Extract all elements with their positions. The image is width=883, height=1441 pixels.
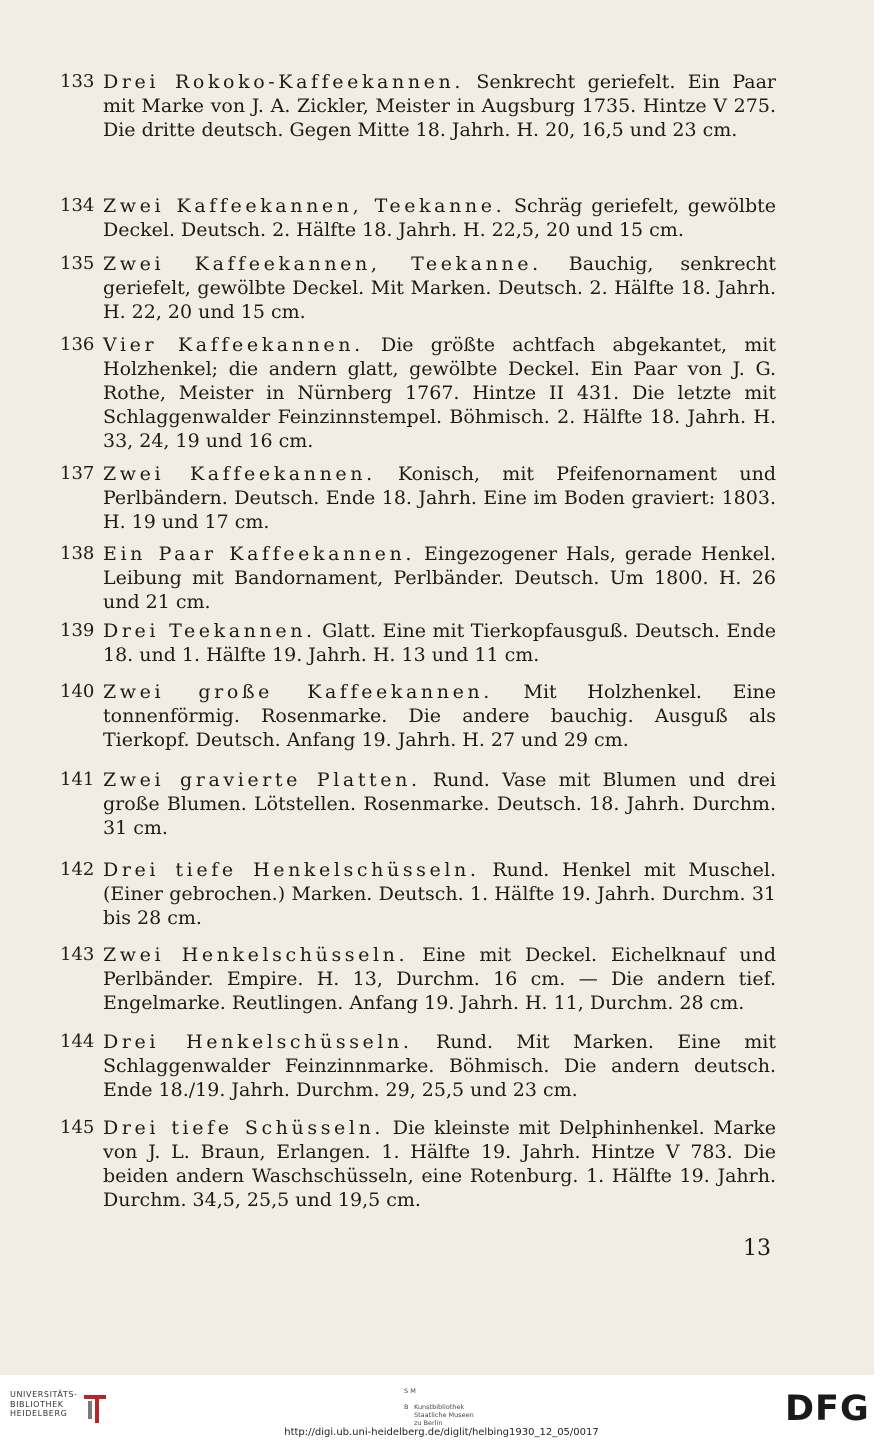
entry-description: Die größte achtfach abgekantet, mit Holzhenkel; die andern glatt, gewölbte Deckel. Ein Paar von J. G. Rothe, Meister in Nürnberg 1767. Hintze II 431. Die letzte mit Schlaggenwalder Feinzinnstempel. Böhmisch. 2. Hälfte 18. Jahrh. H. 33, 24, 19 und 16 cm. — [103, 334, 777, 452]
ub-heidelberg-mark-icon — [82, 1389, 108, 1425]
catalog-entry — [60, 943, 776, 1015]
catalog-entry — [60, 70, 776, 142]
catalog-entry — [60, 1116, 776, 1212]
ub-heidelberg-logo[interactable] — [10, 1390, 78, 1419]
entry-description: Rund. Vase mit Blumen und drei große Blumen. Lötstellen. Rosenmarke. Deutsch. 18. Jahrh. Durchm. 31 cm. — [103, 769, 776, 839]
catalog-entry — [60, 858, 776, 930]
catalog-entry — [60, 680, 776, 752]
entry-number: 142 — [60, 859, 95, 880]
entry-title: Drei Rokoko-Kaffeekannen. — [103, 71, 464, 93]
entry-description: Die kleinste mit Delphinhenkel. Marke von J. L. Braun, Erlangen. 1. Hälfte 19. Jahrh. Hintze V 783. Die beiden andern Waschschüsseln, eine Rotenburg. 1. Hälfte 19. Jahrh. Durchm. 34,5, 25,5 und 19,5 cm. — [103, 1117, 776, 1211]
entry-title: Zwei Henkelschüsseln. — [103, 944, 409, 966]
entry-description: Eine mit Deckel. Eichelknauf und Perlbänder. Empire. H. 13, Durchm. 16 cm. — Die andern tief. Engelmarke. Reutlingen. Anfang 19. Jahrh. H. 11, Durchm. 28 cm. — [103, 944, 776, 1014]
entry-description: Rund. Mit Marken. Eine mit Schlaggenwalder Feinzinnmarke. Böhmisch. Die andern deutsch. Ende 18./19. Jahrh. Durchm. 29, 25,5 und 23 cm. — [103, 1031, 777, 1101]
entry-number: 139 — [60, 620, 95, 641]
entry-number: 143 — [60, 944, 95, 965]
entry-number: 136 — [60, 334, 95, 355]
entry-description: Glatt. Eine mit Tierkopfausguß. Deutsch. Ende 18. und 1. Hälfte 19. Jahrh. H. 13 und 11 cm. — [103, 620, 776, 666]
catalog-entry — [60, 194, 776, 242]
entry-title: Drei Teekannen. — [103, 620, 316, 642]
catalog-entry — [60, 768, 776, 840]
entry-description: Eingezogener Hals, gerade Henkel. Leibung mit Bandornament, Perlbänder. Deutsch. Um 1800. H. 26 und 21 cm. — [103, 543, 776, 613]
ub-logo-line: HEIDELBERG — [10, 1409, 68, 1418]
entry-title: Drei tiefe Henkelschüsseln. — [103, 859, 480, 881]
entry-title: Zwei Kaffeekannen. — [103, 463, 376, 485]
entry-title: Zwei große Kaffeekannen. — [103, 681, 493, 703]
entry-description: Konisch, mit Pfeifenornament und Perlbändern. Deutsch. Ende 18. Jahrh. Eine im Boden graviert: 1803. H. 19 und 17 cm. — [103, 463, 776, 533]
dfg-logo[interactable] — [785, 1389, 873, 1423]
entry-title: Drei tiefe Schüsseln. — [103, 1117, 385, 1139]
kb-b: B — [404, 1403, 409, 1411]
entry-title: Zwei Kaffeekannen, Teekanne. — [103, 253, 542, 275]
catalog-entry — [60, 333, 776, 453]
ub-logo-line: BIBLIOTHEK — [10, 1399, 64, 1409]
entry-number: 141 — [60, 769, 95, 790]
page-number: 13 — [743, 1236, 771, 1261]
entry-title: Vier Kaffeekannen. — [103, 334, 364, 356]
entry-number: 144 — [60, 1031, 95, 1052]
entry-description: Mit Holzhenkel. Eine tonnenförmig. Rosenmarke. Die andere bauchig. Ausguß als Tierkopf. Deutsch. Anfang 19. Jahrh. H. 27 und 29 cm. — [103, 681, 776, 751]
entry-title: Drei Henkelschüsseln. — [103, 1031, 413, 1053]
entry-number: 145 — [60, 1117, 95, 1138]
catalog-entry — [60, 462, 776, 534]
entry-number: 133 — [60, 71, 95, 92]
catalog-entry — [60, 252, 776, 324]
page-edge — [874, 0, 883, 1375]
kb-line: zu Berlin — [414, 1419, 443, 1427]
kb-line: Staatliche Museen — [414, 1411, 474, 1419]
kb-line: Kunstbibliothek — [414, 1403, 465, 1411]
entry-description: Bauchig, senkrecht geriefelt, gewölbte Deckel. Mit Marken. Deutsch. 2. Hälfte 18. Jahrh. H. 22, 20 und 15 cm. — [103, 253, 776, 323]
entry-number: 140 — [60, 681, 95, 702]
footer-bar — [0, 1375, 883, 1441]
entry-description: Schräg geriefelt, gewölbte Deckel. Deutsch. 2. Hälfte 18. Jahrh. H. 22,5, 20 und 15 cm. — [103, 195, 777, 241]
catalog-entry — [60, 619, 776, 667]
entry-number: 137 — [60, 463, 95, 484]
entry-number: 134 — [60, 195, 95, 216]
dfg-logo-text: DFG — [785, 1389, 870, 1423]
source-url-link[interactable]: http://digi.ub.uni-heidelberg.de/diglit/helbing1930_12_05/0017 — [284, 1427, 599, 1438]
catalog-entry — [60, 542, 776, 614]
entry-title: Ein Paar Kaffeekannen. — [103, 543, 415, 565]
entry-number: 138 — [60, 543, 95, 564]
entry-number: 135 — [60, 253, 95, 274]
entry-title: Zwei Kaffeekannen, Teekanne. — [103, 195, 506, 217]
ub-logo-line: UNIVERSITÄTS- — [10, 1390, 78, 1399]
entry-description: Senkrecht geriefelt. Ein Paar mit Marke von J. A. Zickler, Meister in Augsburg 1735. Hintze V 275. Die dritte deutsch. Gegen Mitte 18. Jahrh. H. 20, 16,5 und 23 cm. — [103, 71, 776, 141]
entry-title: Zwei gravierte Platten. — [103, 769, 421, 791]
kb-sm: S M — [404, 1387, 416, 1395]
catalog-entry — [60, 1030, 776, 1102]
entry-description: Rund. Henkel mit Muschel. (Einer gebrochen.) Marken. Deutsch. 1. Hälfte 19. Jahrh. Durchm. 31 bis 28 cm. — [103, 859, 777, 929]
